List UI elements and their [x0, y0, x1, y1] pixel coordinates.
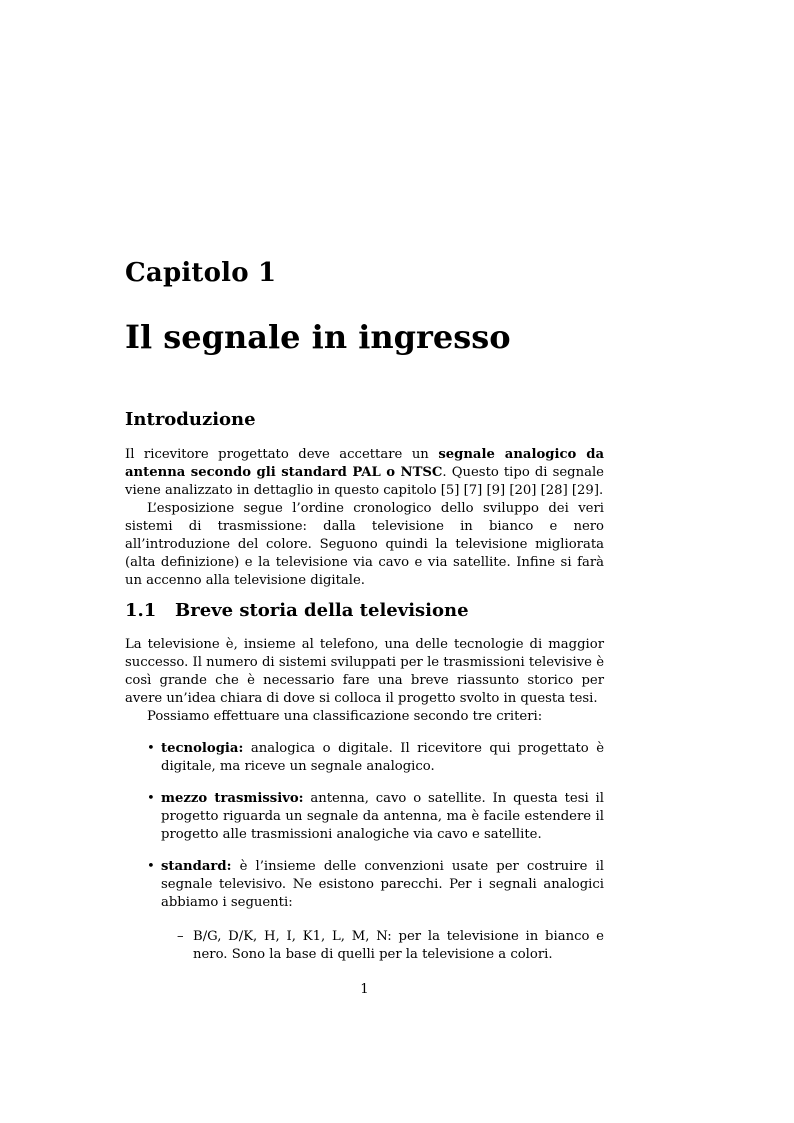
bullet-icon: •	[147, 791, 155, 806]
section-title: Breve storia della televisione	[175, 600, 469, 621]
list-item	[125, 858, 604, 964]
intro-text-end: . Questo tipo di segnale viene analizzato in dettaglio in questo capitolo [5] [7] [9] [20] [28] [29].	[125, 465, 604, 498]
section-number: 1.1	[125, 600, 157, 621]
introduction-heading: Introduzione	[125, 409, 256, 430]
list-item	[125, 790, 604, 844]
section-paragraph-2: Possiamo effettuare una classificazione secondo tre criteri:	[147, 709, 543, 724]
list-item-term: mezzo trasmissivo:	[161, 791, 304, 806]
sublist-item	[161, 928, 604, 964]
section-text	[125, 636, 604, 978]
intro-text-emphasis: segnale analogico da antenna secondo gli standard PAL o NTSC	[125, 447, 604, 480]
chapter-title: Il segnale in ingresso	[125, 318, 511, 356]
bullet-icon: •	[147, 859, 155, 874]
intro-text-start: Il ricevitore progettato deve accettare un	[125, 447, 439, 462]
list-item-term: tecnologia:	[161, 741, 244, 756]
list-item	[125, 740, 604, 776]
standards-sublist	[161, 928, 604, 964]
introduction-paragraph-1	[125, 446, 604, 500]
section-paragraph-1: La televisione è, insieme al telefono, una delle tecnologie di maggior successo. Il numero di sistemi sviluppati per le trasmissioni televisive è così grande che è necessario fare una breve riassunto storico per avere un’idea chiara di dove si colloca il progetto svolto in questa tesi.	[125, 637, 604, 706]
introduction-paragraph-2: L’esposizione segue l’ordine cronologico dello sviluppo dei veri sistemi di trasmissione: dalla televisione in bianco e nero all’introduzione del colore. Seguono quindi la televisione migliorata (alta definizione) e la televisione via cavo e via satellite. Infine si farà un accenno alla televisione digitale.	[125, 501, 604, 588]
sublist-item-text: B/G, D/K, H, I, K1, L, M, N: per la televisione in bianco e nero. Sono la base di quelli per la televisione a colori.	[193, 929, 604, 962]
list-item-text: analogica o digitale. Il ricevitore qui progettato è digitale, ma riceve un segnale analogico.	[161, 741, 604, 774]
page-number: 1	[360, 982, 369, 997]
section-heading	[125, 600, 469, 621]
list-item-text: è l’insieme delle convenzioni usate per costruire il segnale televisivo. Ne esistono parecchi. Per i segnali analogici abbiamo i seguenti:	[161, 859, 604, 910]
list-item-term: standard:	[161, 859, 232, 874]
list-item-text: antenna, cavo o satellite. In questa tesi il progetto riguarda un segnale da antenna, ma è facile estendere il progetto alle trasmissioni analogiche via cavo e satellite.	[161, 791, 604, 842]
dash-icon: –	[177, 929, 184, 944]
criteria-list	[125, 740, 604, 964]
bullet-icon: •	[147, 741, 155, 756]
chapter-label: Capitolo 1	[125, 258, 277, 288]
introduction-text	[125, 446, 604, 590]
